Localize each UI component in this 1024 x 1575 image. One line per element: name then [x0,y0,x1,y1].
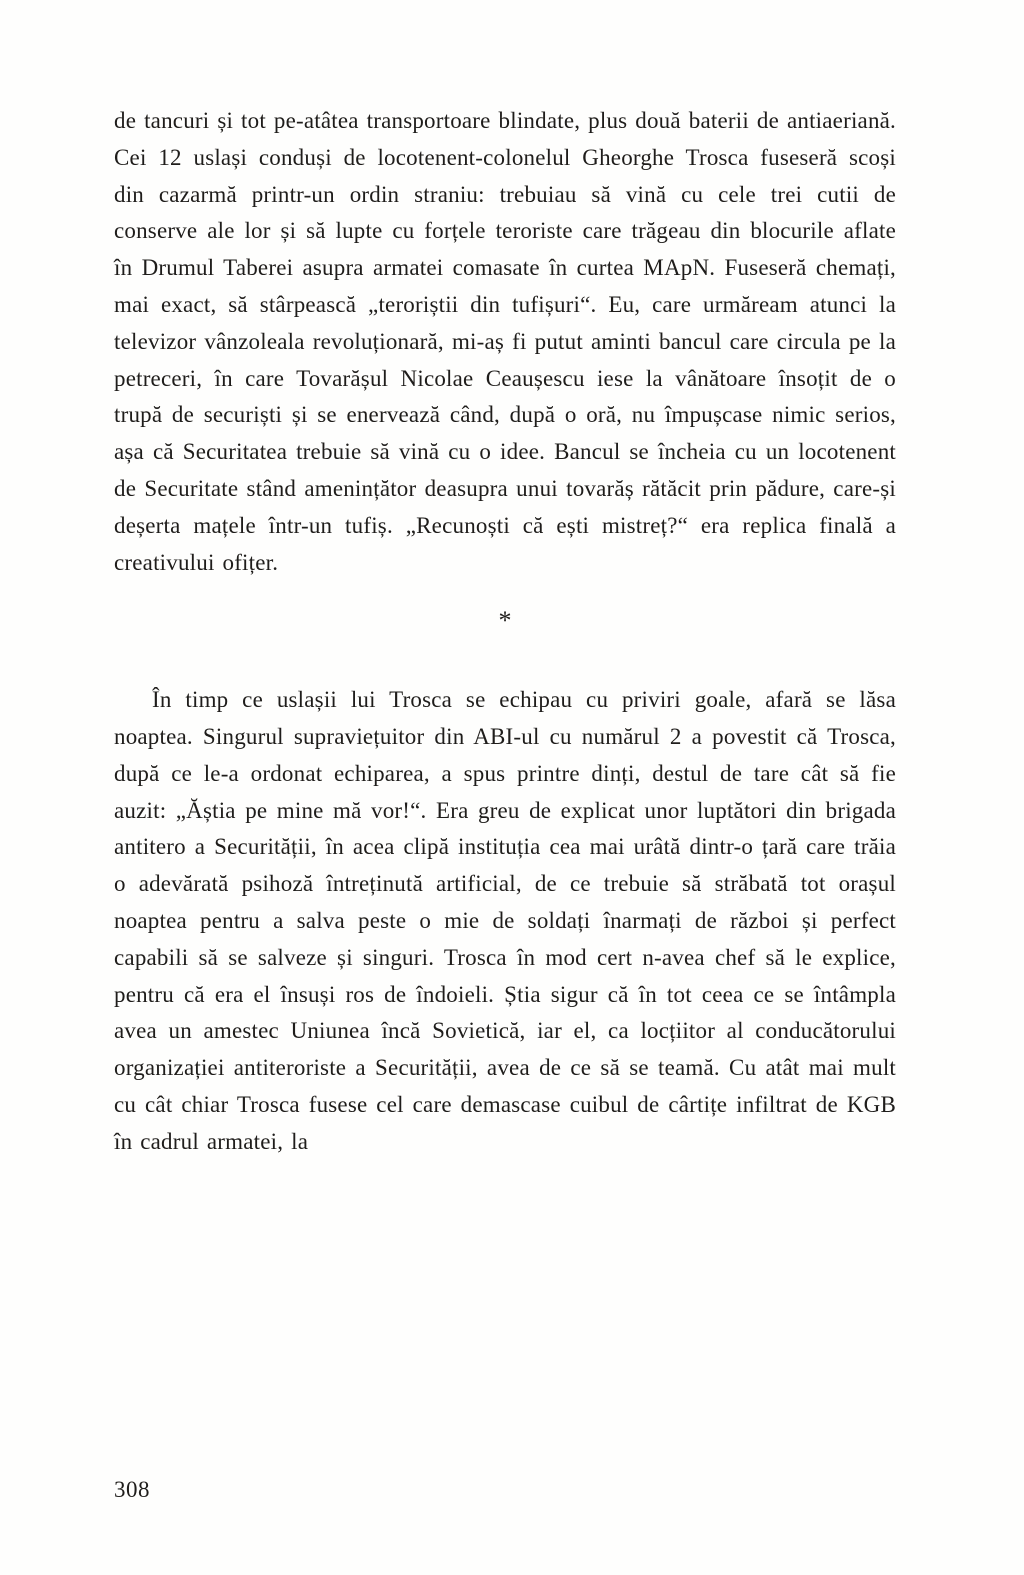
paragraph-new-section: În timp ce uslașii lui Trosca se echipau cu priviri goale, afară se lăsa noaptea. Singurul supraviețuitor din ABI-ul cu numărul 2 a povestit că Trosca, după ce le-a ordonat echiparea, a spus printre dinți, destul de tare cât să fie auzit: „Ăștia pe mine mă vor!“. Era greu de explicat unor luptători din brigada antitero a Securității, în acea clipă instituția cea mai urâtă dintr-o țară care trăia o adevărată psihoză întreținută artificial, de ce trebuie să străbată tot orașul noaptea pentru a salva peste o mie de soldați înarmați de război și perfect capabili să se salveze și singuri. Trosca în mod cert n-avea chef să le explice, pentru că era el însuși ros de îndoieli. Știa sigur că în tot ceea ce se întâmpla avea un amestec Uniunea încă Sovietică, iar el, ca locțiitor al conducătorului organizației antiteroriste a Securității, avea de ce să se teamă. Cu atât mai mult cu cât chiar Trosca fusese cel care demascase cuibul de cârtițe infiltrat de KGB în cadrul armatei, la [114,687,896,1154]
text-block [114,103,896,1161]
page-number: 308 [114,1477,150,1502]
section-separator-asterisk: * [498,606,512,636]
paragraph-continuation: de tancuri și tot pe-atâtea transportoare blindate, plus două baterii de antiaeriană. Cei 12 uslași conduși de locotenent-colonelul Gheorghe Trosca fuseseră scoși din cazarmă printr-un ordin straniu: trebuiau să vină cu cele trei cutii de conserve ale lor și să lupte cu forțele teroriste care trăgeau din blocurile aflate în Drumul Taberei asupra armatei comasate în curtea MApN. Fuseseră chemați, mai exact, să stârpească „teroriștii din tufișuri“. Eu, care urmăream atunci la televizor vânzoleala revoluționară, mi-aș fi putut aminti bancul care circula pe la petreceri, în care Tovarășul Nicolae Ceaușescu iese la vânătoare însoțit de o trupă de securiști și se enervează când, după o oră, nu împușcase nimic serios, așa că Securitatea trebuie să vină cu o idee. Bancul se încheia cu un locotenent de Securitate stând amenințător deasupra unui tovarăș rătăcit prin pădure, care-și deșerta mațele într-un tufiș. „Recunoști că ești mistreț?“ era replica finală a creativului ofițer. [114,108,896,575]
